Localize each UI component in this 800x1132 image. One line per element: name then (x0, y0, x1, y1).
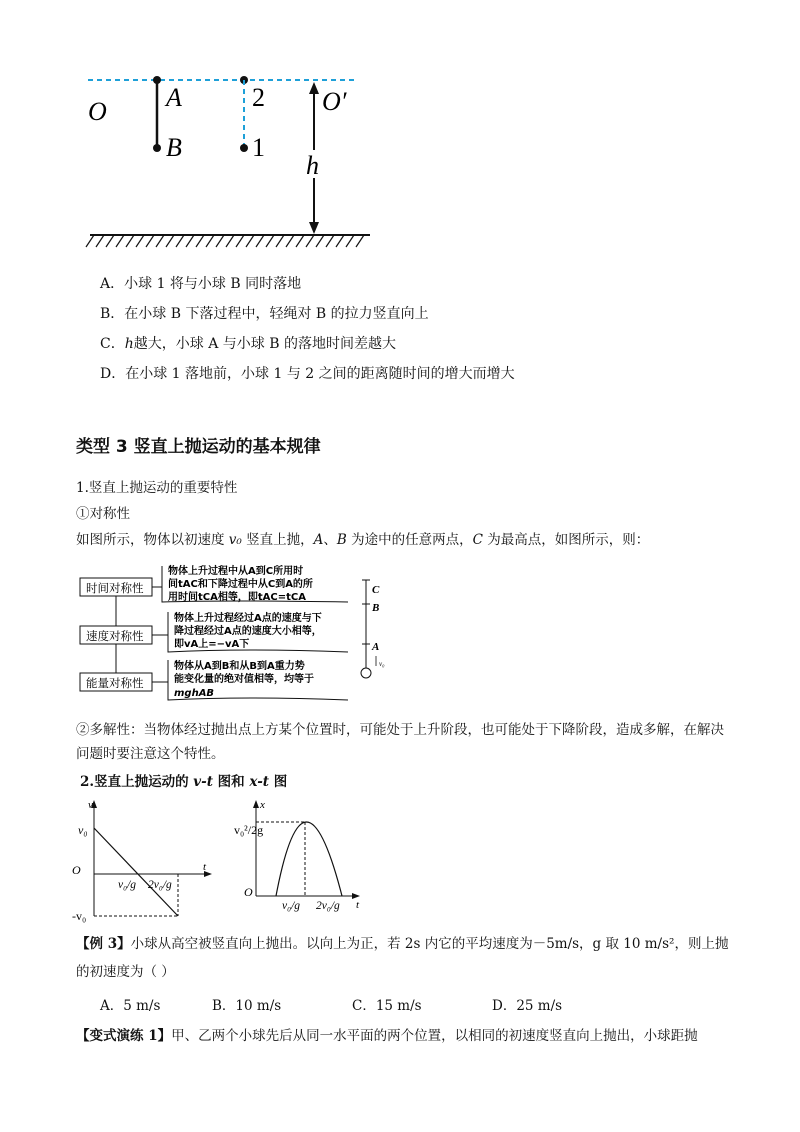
point1-title: 1.竖直上抛运动的重要特性 (76, 480, 238, 496)
xt-tick-2: 2v₀/g (316, 900, 340, 912)
ball-icon (361, 668, 371, 678)
vt-tick-2: 2v₀/g (148, 879, 172, 891)
example3-option-c: C．15 m/s (352, 998, 422, 1014)
label-A: A (166, 83, 182, 112)
box2-line1: 物体上升过程经过A点的速度与下 (174, 613, 322, 624)
example3-option-a: A．5 m/s (100, 998, 161, 1014)
ground-hatching (86, 235, 364, 247)
xt-graph (228, 796, 378, 912)
symmetry-diagram (76, 560, 406, 710)
ball-B (153, 144, 161, 152)
choice-b: B．在小球 B 下落过程中，轻绳对 B 的拉力竖直向上 (100, 306, 429, 322)
arrow-up-icon (253, 800, 259, 808)
box1-line2: 间tAC和下降过程中从C到A的所 (168, 579, 313, 590)
box2-line3: 即vA上=−vA下 (174, 639, 250, 650)
box3-line3: mghAB (174, 688, 215, 699)
vt-tick-1: v₀/g (118, 879, 137, 891)
vt-line (94, 828, 178, 916)
variant1-line: 【变式演练 1】甲、乙两个小球先后从同一水平面的两个位置，以相同的初速度竖直向上抛出，小球距抛 (76, 1028, 698, 1044)
multi-solution-text: ②多解性：当物体经过抛出点上方某个位置时，可能处于上升阶段，也可能处于下降阶段，造成多解，在解决问题时要注意这个特性。 (76, 722, 724, 762)
symmetry-title: ①对称性 (76, 506, 130, 522)
xt-parabola (276, 822, 342, 896)
point2-title: 2.竖直上抛运动的 v-t 图和 x-t 图 (80, 774, 288, 790)
box3-line2: 能变化量的绝对值相等，均等于 (174, 674, 314, 685)
xt-label-t: t (356, 899, 360, 911)
xt-tick-1: v₀/g (282, 900, 301, 912)
box1-line1: 物体上升过程中从A到C所用时 (168, 566, 304, 577)
example3-line1: 【例 3】小球从高空被竖直向上抛出。以向上为正，若 2s 内它的平均速度为－5m/s，g 取 10 m/s²，则上抛 (76, 936, 729, 952)
example3-option-d: D．25 m/s (492, 998, 563, 1014)
box2-line2: 降过程经过A点的速度大小相等， (174, 626, 322, 637)
ruler-label-B: B (372, 602, 380, 614)
label-2: 2 (252, 83, 265, 112)
ruler-label-v0: v₀ (379, 660, 385, 668)
ruler-label-C: C (372, 584, 380, 596)
rope-balls-figure (80, 60, 400, 250)
box-time-label: 时间对称性 (86, 581, 144, 595)
box-velocity-label: 速度对称性 (86, 629, 144, 643)
xt-label-peak: v₀²/2g (234, 823, 264, 837)
label-O-prime: O′ (322, 87, 347, 116)
section-heading: 类型 3 竖直上抛运动的基本规律 (76, 437, 321, 457)
ball-1 (240, 144, 248, 152)
box3-line1: 物体从A到B和从B到A重力势 (174, 661, 305, 672)
vt-label-neg-v0: -v₀ (72, 909, 87, 923)
arrow-up-icon (309, 82, 319, 94)
label-h: h (306, 151, 319, 180)
choice-d: D．在小球 1 落地前，小球 1 与 2 之间的距离随时间的增大而增大 (100, 366, 515, 382)
xt-label-x: x (260, 799, 265, 811)
vt-label-t: t (203, 861, 207, 873)
box-energy-label: 能量对称性 (86, 676, 144, 690)
example3-line2: 的初速度为（ ） (76, 964, 175, 980)
example3-option-b: B．10 m/s (212, 998, 282, 1014)
box1-line3: 用时间tCA相等，即tAC=tCA (168, 592, 306, 603)
label-1: 1 (252, 133, 265, 162)
choice-a: A．小球 1 将与小球 B 同时落地 (100, 276, 302, 292)
xt-label-origin: O (244, 885, 253, 899)
vt-label-v0: v₀ (78, 823, 88, 837)
vt-label-v: v (88, 799, 93, 811)
arrow-down-icon (309, 222, 319, 234)
label-O: O (88, 97, 107, 126)
choice-c: C．h越大，小球 A 与小球 B 的落地时间差越大 (100, 336, 396, 352)
symmetry-description: 如图所示，物体以初速度 v₀ 竖直上抛，A、B 为途中的任意两点，C 为最高点，如图所示，则： (76, 532, 650, 548)
label-B: B (166, 133, 182, 162)
vt-graph (66, 796, 226, 926)
vt-label-origin: O (72, 863, 81, 877)
ruler-label-A: A (372, 641, 380, 653)
